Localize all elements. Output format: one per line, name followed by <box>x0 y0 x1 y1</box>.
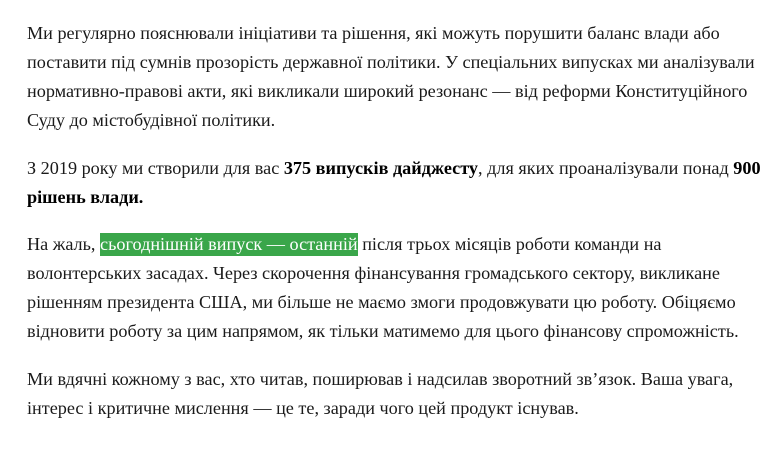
paragraph-intro: Ми регулярно пояснювали ініціативи та рішення, які можуть порушити баланс влади або поставити під сумнів прозорість державної політики. У спеціальних випусках ми аналізували нормативно-правові акти, які викликали широкий резонанс — від реформи Конституційного Суду до містобудівної політики. <box>27 23 755 130</box>
article-body <box>27 19 762 442</box>
decisions-count: 900 рішень влади. <box>27 157 761 207</box>
paragraph-announcement <box>27 230 762 346</box>
announcement-text-after: після трьох місяців роботи команди на волонтерських засадах. Через скорочення фінансування громадського сектору, викликане рішенням президента США, ми більше не маємо змоги продовжувати цю роботу. Обіцяємо відновити роботу за цим напрямом, як тільки матимемо для цього фінансову спроможність. <box>27 234 739 342</box>
last-issue-highlight: сьогоднішній випуск — останній <box>100 234 358 255</box>
stats-text-middle: , для яких проаналізували понад <box>478 157 734 178</box>
paragraph-thanks: Ми вдячні кожному з вас, хто читав, поширював і надсилав зворотний зв’язок. Ваша увага, інтерес і критичне мислення — це те, заради чого цей продукт існував. <box>27 369 734 418</box>
stats-text-before: З 2019 року ми створили для вас <box>27 157 284 178</box>
issues-count: 375 випусків дайджесту <box>283 157 479 178</box>
announcement-text-before: На жаль, <box>27 234 101 255</box>
paragraph-stats <box>27 154 762 212</box>
